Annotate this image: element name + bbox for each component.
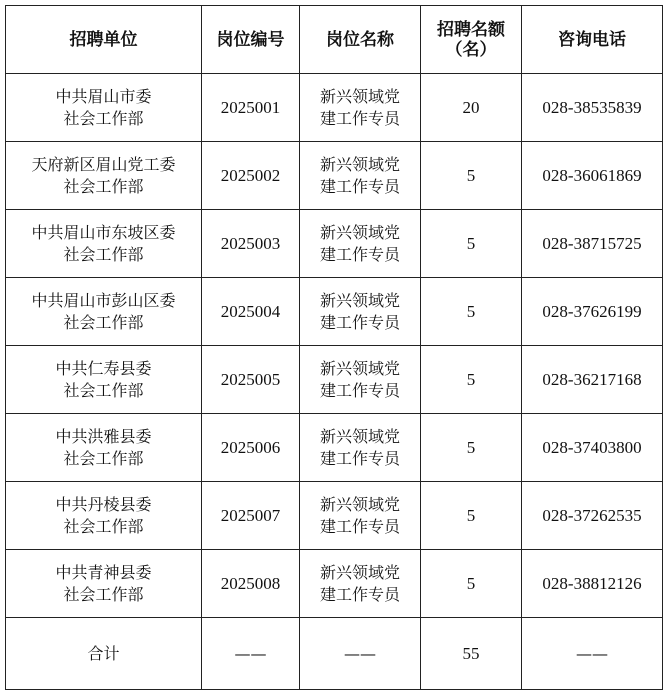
cell-quota: 5: [421, 210, 522, 278]
cell-phone: 028-36217168: [522, 346, 663, 414]
cell-quota: 5: [421, 278, 522, 346]
header-quota-line2: （名）: [445, 39, 497, 60]
cell-position: [300, 550, 421, 618]
unit-line1: 中共丹棱县委: [55, 494, 152, 514]
table-row: [6, 74, 663, 142]
table-row: [6, 414, 663, 482]
unit-line1: 天府新区眉山党工委: [31, 154, 176, 174]
cell-phone: 028-37262535: [522, 482, 663, 550]
position-line1: 新兴领域党: [319, 562, 400, 582]
cell-code: 2025006: [202, 414, 300, 482]
unit-line1: 中共仁寿县委: [55, 358, 152, 378]
cell-code: 2025002: [202, 142, 300, 210]
unit-line2: 社会工作部: [63, 244, 144, 264]
total-label: 合计: [6, 618, 202, 690]
unit-line2: 社会工作部: [63, 516, 144, 536]
cell-phone: 028-38535839: [522, 74, 663, 142]
table-row: [6, 278, 663, 346]
cell-position: [300, 346, 421, 414]
position-line2: 建工作专员: [319, 584, 400, 604]
table-total-row: [6, 618, 663, 690]
cell-quota: 5: [421, 142, 522, 210]
position-line2: 建工作专员: [319, 312, 400, 332]
position-line1: 新兴领域党: [319, 426, 400, 446]
position-line2: 建工作专员: [319, 380, 400, 400]
recruitment-table-container: [5, 5, 662, 689]
table-row: [6, 550, 663, 618]
cell-phone: 028-36061869: [522, 142, 663, 210]
recruitment-table: [5, 5, 663, 690]
total-code: ——: [202, 618, 300, 690]
cell-phone: 028-38715725: [522, 210, 663, 278]
cell-phone: 028-38812126: [522, 550, 663, 618]
unit-line2: 社会工作部: [63, 176, 144, 196]
cell-unit: [6, 210, 202, 278]
unit-line1: 中共眉山市东坡区委: [31, 222, 176, 242]
unit-line2: 社会工作部: [63, 108, 144, 128]
cell-position: [300, 74, 421, 142]
cell-code: 2025004: [202, 278, 300, 346]
header-position: 岗位名称: [300, 6, 421, 74]
table-row: [6, 142, 663, 210]
cell-unit: [6, 346, 202, 414]
cell-quota: 5: [421, 414, 522, 482]
total-position: ——: [300, 618, 421, 690]
cell-quota: 5: [421, 346, 522, 414]
cell-code: 2025001: [202, 74, 300, 142]
cell-position: [300, 210, 421, 278]
unit-line1: 中共洪雅县委: [55, 426, 152, 446]
unit-line2: 社会工作部: [63, 448, 144, 468]
position-line2: 建工作专员: [319, 244, 400, 264]
header-unit: 招聘单位: [6, 6, 202, 74]
total-quota: 55: [421, 618, 522, 690]
cell-unit: [6, 278, 202, 346]
position-line1: 新兴领域党: [319, 290, 400, 310]
position-line1: 新兴领域党: [319, 358, 400, 378]
header-quota: [421, 6, 522, 74]
unit-line2: 社会工作部: [63, 312, 144, 332]
header-code: 岗位编号: [202, 6, 300, 74]
unit-line2: 社会工作部: [63, 584, 144, 604]
cell-code: 2025007: [202, 482, 300, 550]
unit-line1: 中共眉山市彭山区委: [31, 290, 176, 310]
table-row: [6, 210, 663, 278]
table-row: [6, 482, 663, 550]
unit-line1: 中共青神县委: [55, 562, 152, 582]
position-line2: 建工作专员: [319, 516, 400, 536]
header-quota-line1: 招聘名额: [437, 19, 505, 40]
position-line1: 新兴领域党: [319, 86, 400, 106]
cell-unit: [6, 550, 202, 618]
cell-position: [300, 142, 421, 210]
cell-code: 2025008: [202, 550, 300, 618]
cell-code: 2025003: [202, 210, 300, 278]
cell-unit: [6, 414, 202, 482]
unit-line1: 中共眉山市委: [55, 86, 152, 106]
position-line1: 新兴领域党: [319, 494, 400, 514]
cell-quota: 20: [421, 74, 522, 142]
cell-position: [300, 278, 421, 346]
cell-unit: [6, 482, 202, 550]
cell-phone: 028-37626199: [522, 278, 663, 346]
cell-position: [300, 482, 421, 550]
table-row: [6, 346, 663, 414]
cell-quota: 5: [421, 482, 522, 550]
position-line2: 建工作专员: [319, 448, 400, 468]
cell-unit: [6, 74, 202, 142]
position-line2: 建工作专员: [319, 176, 400, 196]
cell-phone: 028-37403800: [522, 414, 663, 482]
cell-position: [300, 414, 421, 482]
position-line2: 建工作专员: [319, 108, 400, 128]
total-phone: ——: [522, 618, 663, 690]
position-line1: 新兴领域党: [319, 154, 400, 174]
cell-quota: 5: [421, 550, 522, 618]
position-line1: 新兴领域党: [319, 222, 400, 242]
cell-code: 2025005: [202, 346, 300, 414]
unit-line2: 社会工作部: [63, 380, 144, 400]
cell-unit: [6, 142, 202, 210]
header-phone: 咨询电话: [522, 6, 663, 74]
table-header-row: [6, 6, 663, 74]
